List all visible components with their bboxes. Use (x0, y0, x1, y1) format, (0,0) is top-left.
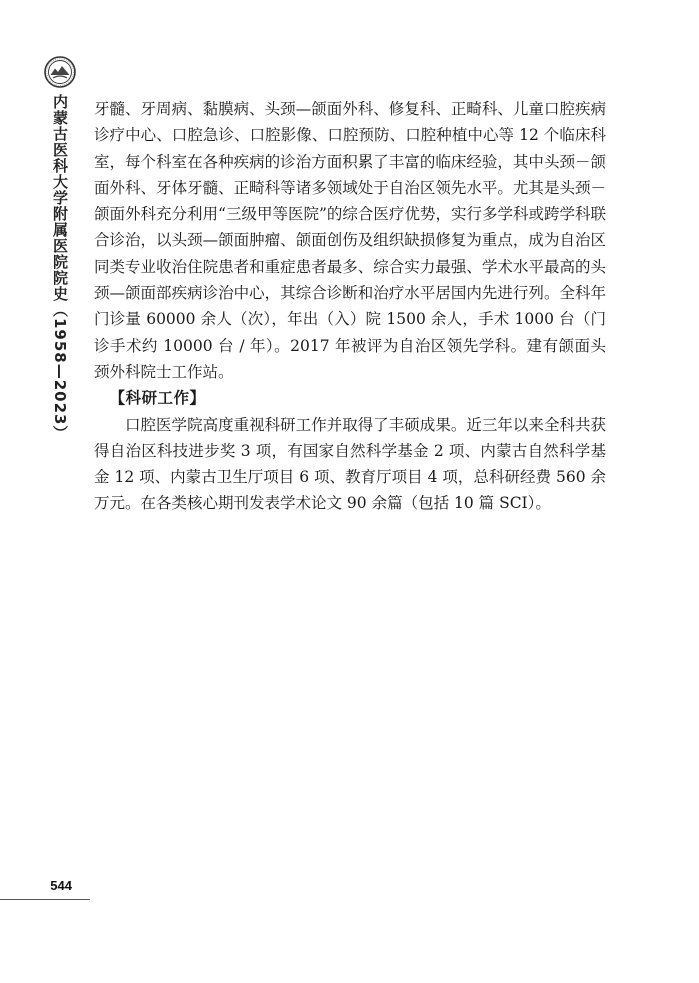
running-title: 内蒙古医科大学附属医院院史（1958—2023） (51, 94, 69, 442)
paragraph-research: 口腔医学院高度重视科研工作并取得了丰硕成果。近三年以来全科共获得自治区科技进步奖 3 项，有国家自然科学基金 2 项、内蒙古自然科学基金 12 项、内蒙古卫生厅项目 6 项、教育厅项目 4 项，总科研经费 560 余万元。在各类核心期刊发表学术论文 90 余篇（包括 10 篇 SCI）。 (94, 415, 606, 513)
university-seal-icon (44, 56, 76, 88)
section-heading-research: 【科研工作】 (109, 389, 206, 408)
page-number: 544 (50, 878, 72, 893)
body-text (94, 96, 606, 517)
paragraph-continuation: 牙髓、牙周病、黏膜病、头颈—颌面外科、修复科、正畸科、儿童口腔疾病诊疗中心、口腔急诊、口腔影像、口腔预防、口腔种植中心等 12 个临床科室，每个科室在各种疾病的诊治方面积累了丰富的临床经验，其中头颈－颌面外科、牙体牙髓、正畸科等诸多领域处于自治区领先水平。尤其是头颈－颌面外科充分利用“三级甲等医院”的综合医疗优势，实行多学科或跨学科联合诊治，以头颈—颌面肿瘤、颌面创伤及组织缺损修复为重点，成为自治区同类专业收治住院患者和重症患者最多、综合实力最强、学术水平最高的头颈—颌面部疾病诊治中心，其综合诊断和治疗水平居国内先进行列。全科年门诊量 60000 余人（次），年出（入）院 1500 余人，手术 1000 台（门诊手术约 10000 台 / 年）。2017 年被评为自治区领先学科。建有颌面头颈外科院士工作站。 (94, 100, 606, 381)
footer-rule (0, 899, 90, 900)
